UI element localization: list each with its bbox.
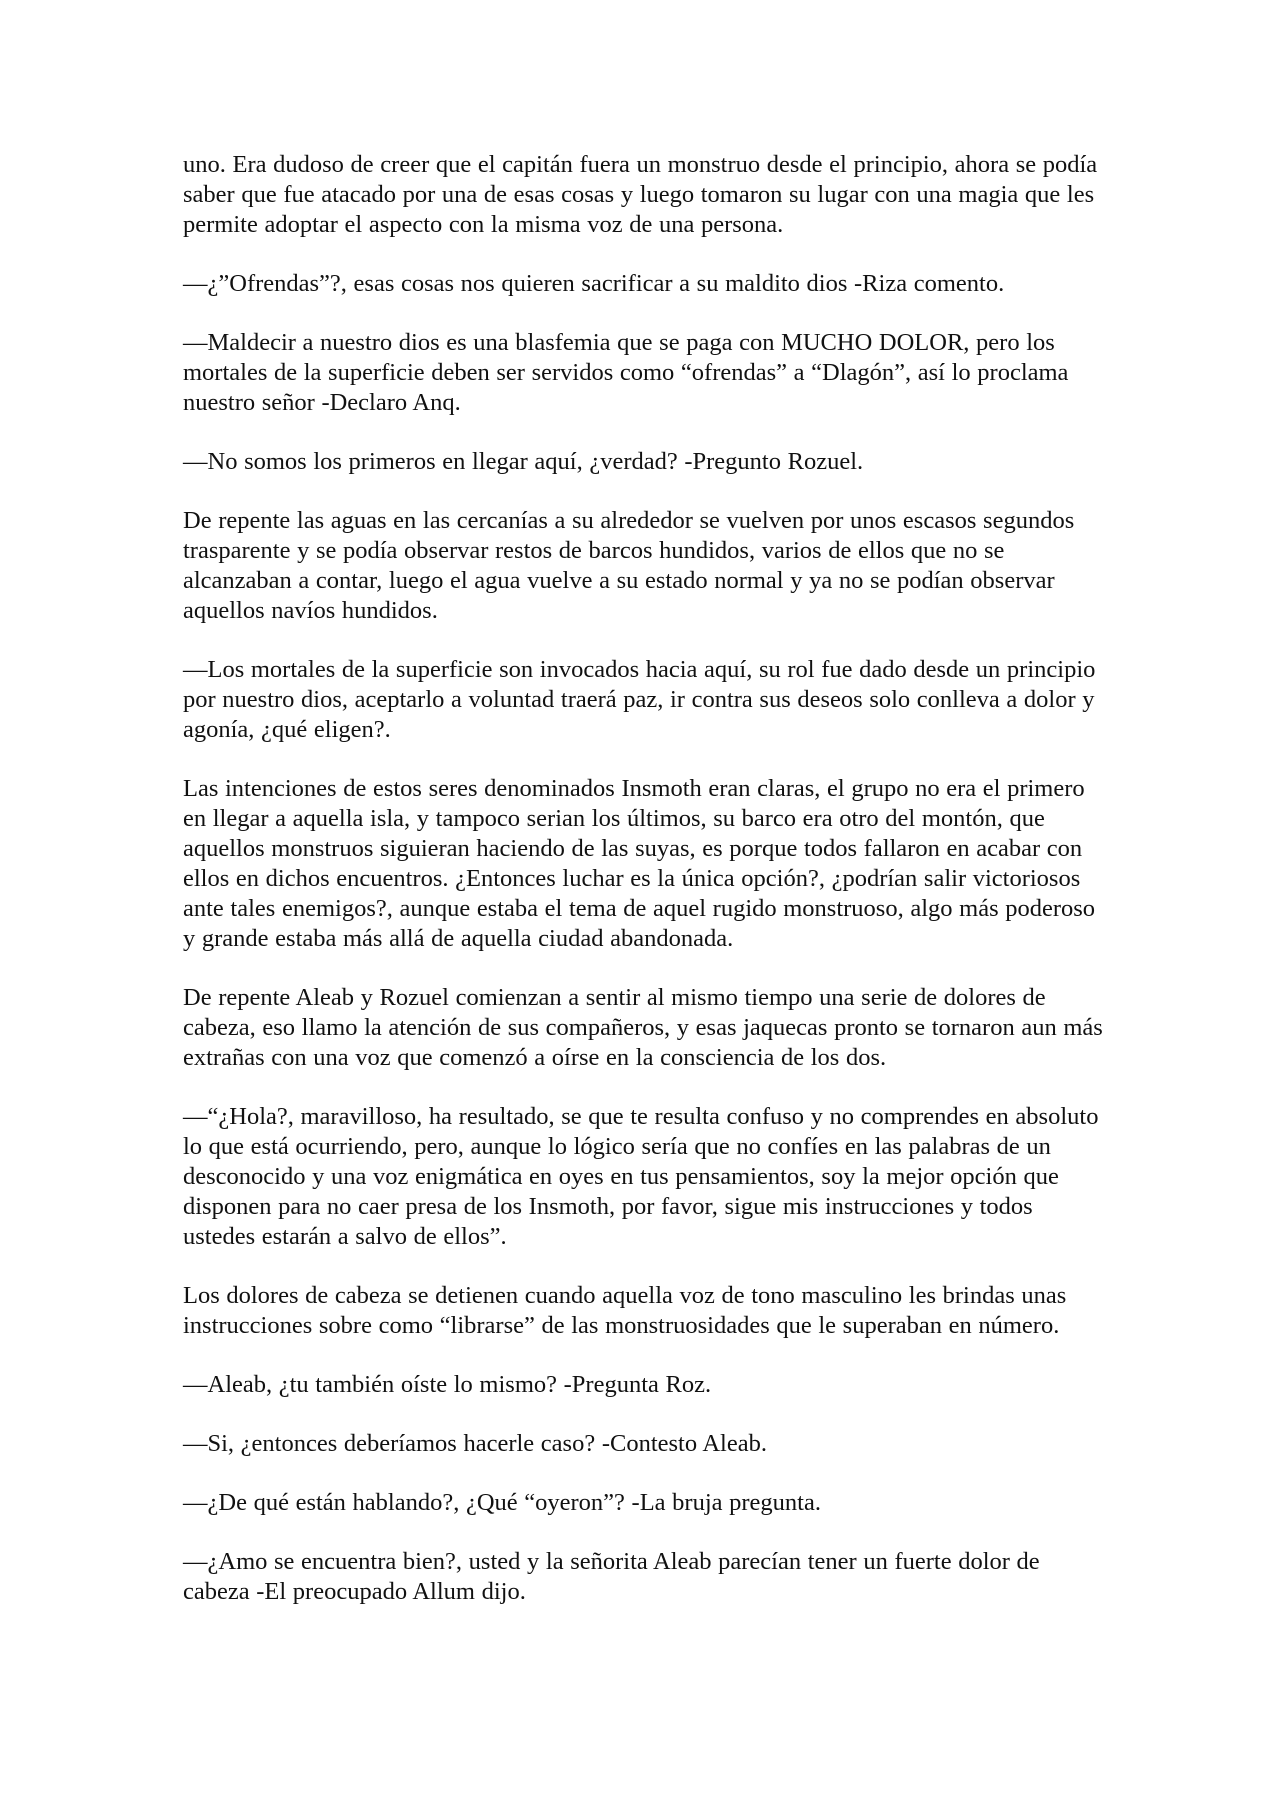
paragraph: —Aleab, ¿tu también oíste lo mismo? -Pregunta Roz. (183, 1371, 712, 1398)
paragraph: —Los mortales de la superficie son invocados hacia aquí, su rol fue dado desde un principio por nuestro dios, aceptarlo a voluntad traerá paz, ir contra sus deseos solo conlleva a dolor y agonía, ¿qué eligen?. (183, 656, 1096, 743)
paragraph: —Maldecir a nuestro dios es una blasfemia que se paga con MUCHO DOLOR, pero los mortales de la superficie deben ser servidos como “ofrendas” a “Dlagón”, así lo proclama nuestro señor -Declaro Anq. (183, 329, 1069, 416)
paragraph: Los dolores de cabeza se detienen cuando aquella voz de tono masculino les brindas unas instrucciones sobre como “librarse” de las monstruosidades que le superaban en número. (183, 1282, 1067, 1339)
paragraph: —¿Amo se encuentra bien?, usted y la señorita Aleab parecían tener un fuerte dolor de cabeza -El preocupado Allum dijo. (183, 1548, 1040, 1605)
paragraph: Las intenciones de estos seres denominados Insmoth eran claras, el grupo no era el primero en llegar a aquella isla, y tampoco serian los últimos, su barco era otro del montón, que aquellos monstruos siguieran haciendo de las suyas, es porque todos fallaron en acabar con ellos en dichos encuentros. ¿Entonces luchar es la única opción?, ¿podrían salir victoriosos ante tales enemigos?, aunque estaba el tema de aquel rugido monstruoso, algo más poderoso y grande estaba más allá de aquella ciudad abandonada. (183, 775, 1096, 952)
paragraph: —¿De qué están hablando?, ¿Qué “oyeron”? -La bruja pregunta. (183, 1489, 821, 1516)
paragraph: uno. Era dudoso de creer que el capitán fuera un monstruo desde el principio, ahora se podía saber que fue atacado por una de esas cosas y luego tomaron su lugar con una magia que les permite adoptar el aspecto con la misma voz de una persona. (183, 151, 1098, 238)
body-text (183, 150, 1103, 1636)
paragraph: De repente Aleab y Rozuel comienzan a sentir al mismo tiempo una serie de dolores de cabeza, eso llamo la atención de sus compañeros, y esas jaquecas pronto se tornaron aun más extrañas con una voz que comenzó a oírse en la consciencia de los dos. (183, 984, 1103, 1071)
paragraph: —¿”Ofrendas”?, esas cosas nos quieren sacrificar a su maldito dios -Riza comento. (183, 270, 1005, 297)
paragraph: De repente las aguas en las cercanías a su alrededor se vuelven por unos escasos segundos trasparente y se podía observar restos de barcos hundidos, varios de ellos que no se alcanzaban a contar, luego el agua vuelve a su estado normal y ya no se podían observar aquellos navíos hundidos. (183, 507, 1075, 624)
paragraph: —No somos los primeros en llegar aquí, ¿verdad? -Pregunto Rozuel. (183, 448, 864, 475)
paragraph: —“¿Hola?, maravilloso, ha resultado, se que te resulta confuso y no comprendes en absoluto lo que está ocurriendo, pero, aunque lo lógico sería que no confíes en las palabras de un desconocido y una voz enigmática en oyes en tus pensamientos, soy la mejor opción que disponen para no caer presa de los Insmoth, por favor, sigue mis instrucciones y todos ustedes estarán a salvo de ellos”. (183, 1103, 1099, 1250)
paragraph: —Si, ¿entonces deberíamos hacerle caso? -Contesto Aleab. (183, 1430, 767, 1457)
